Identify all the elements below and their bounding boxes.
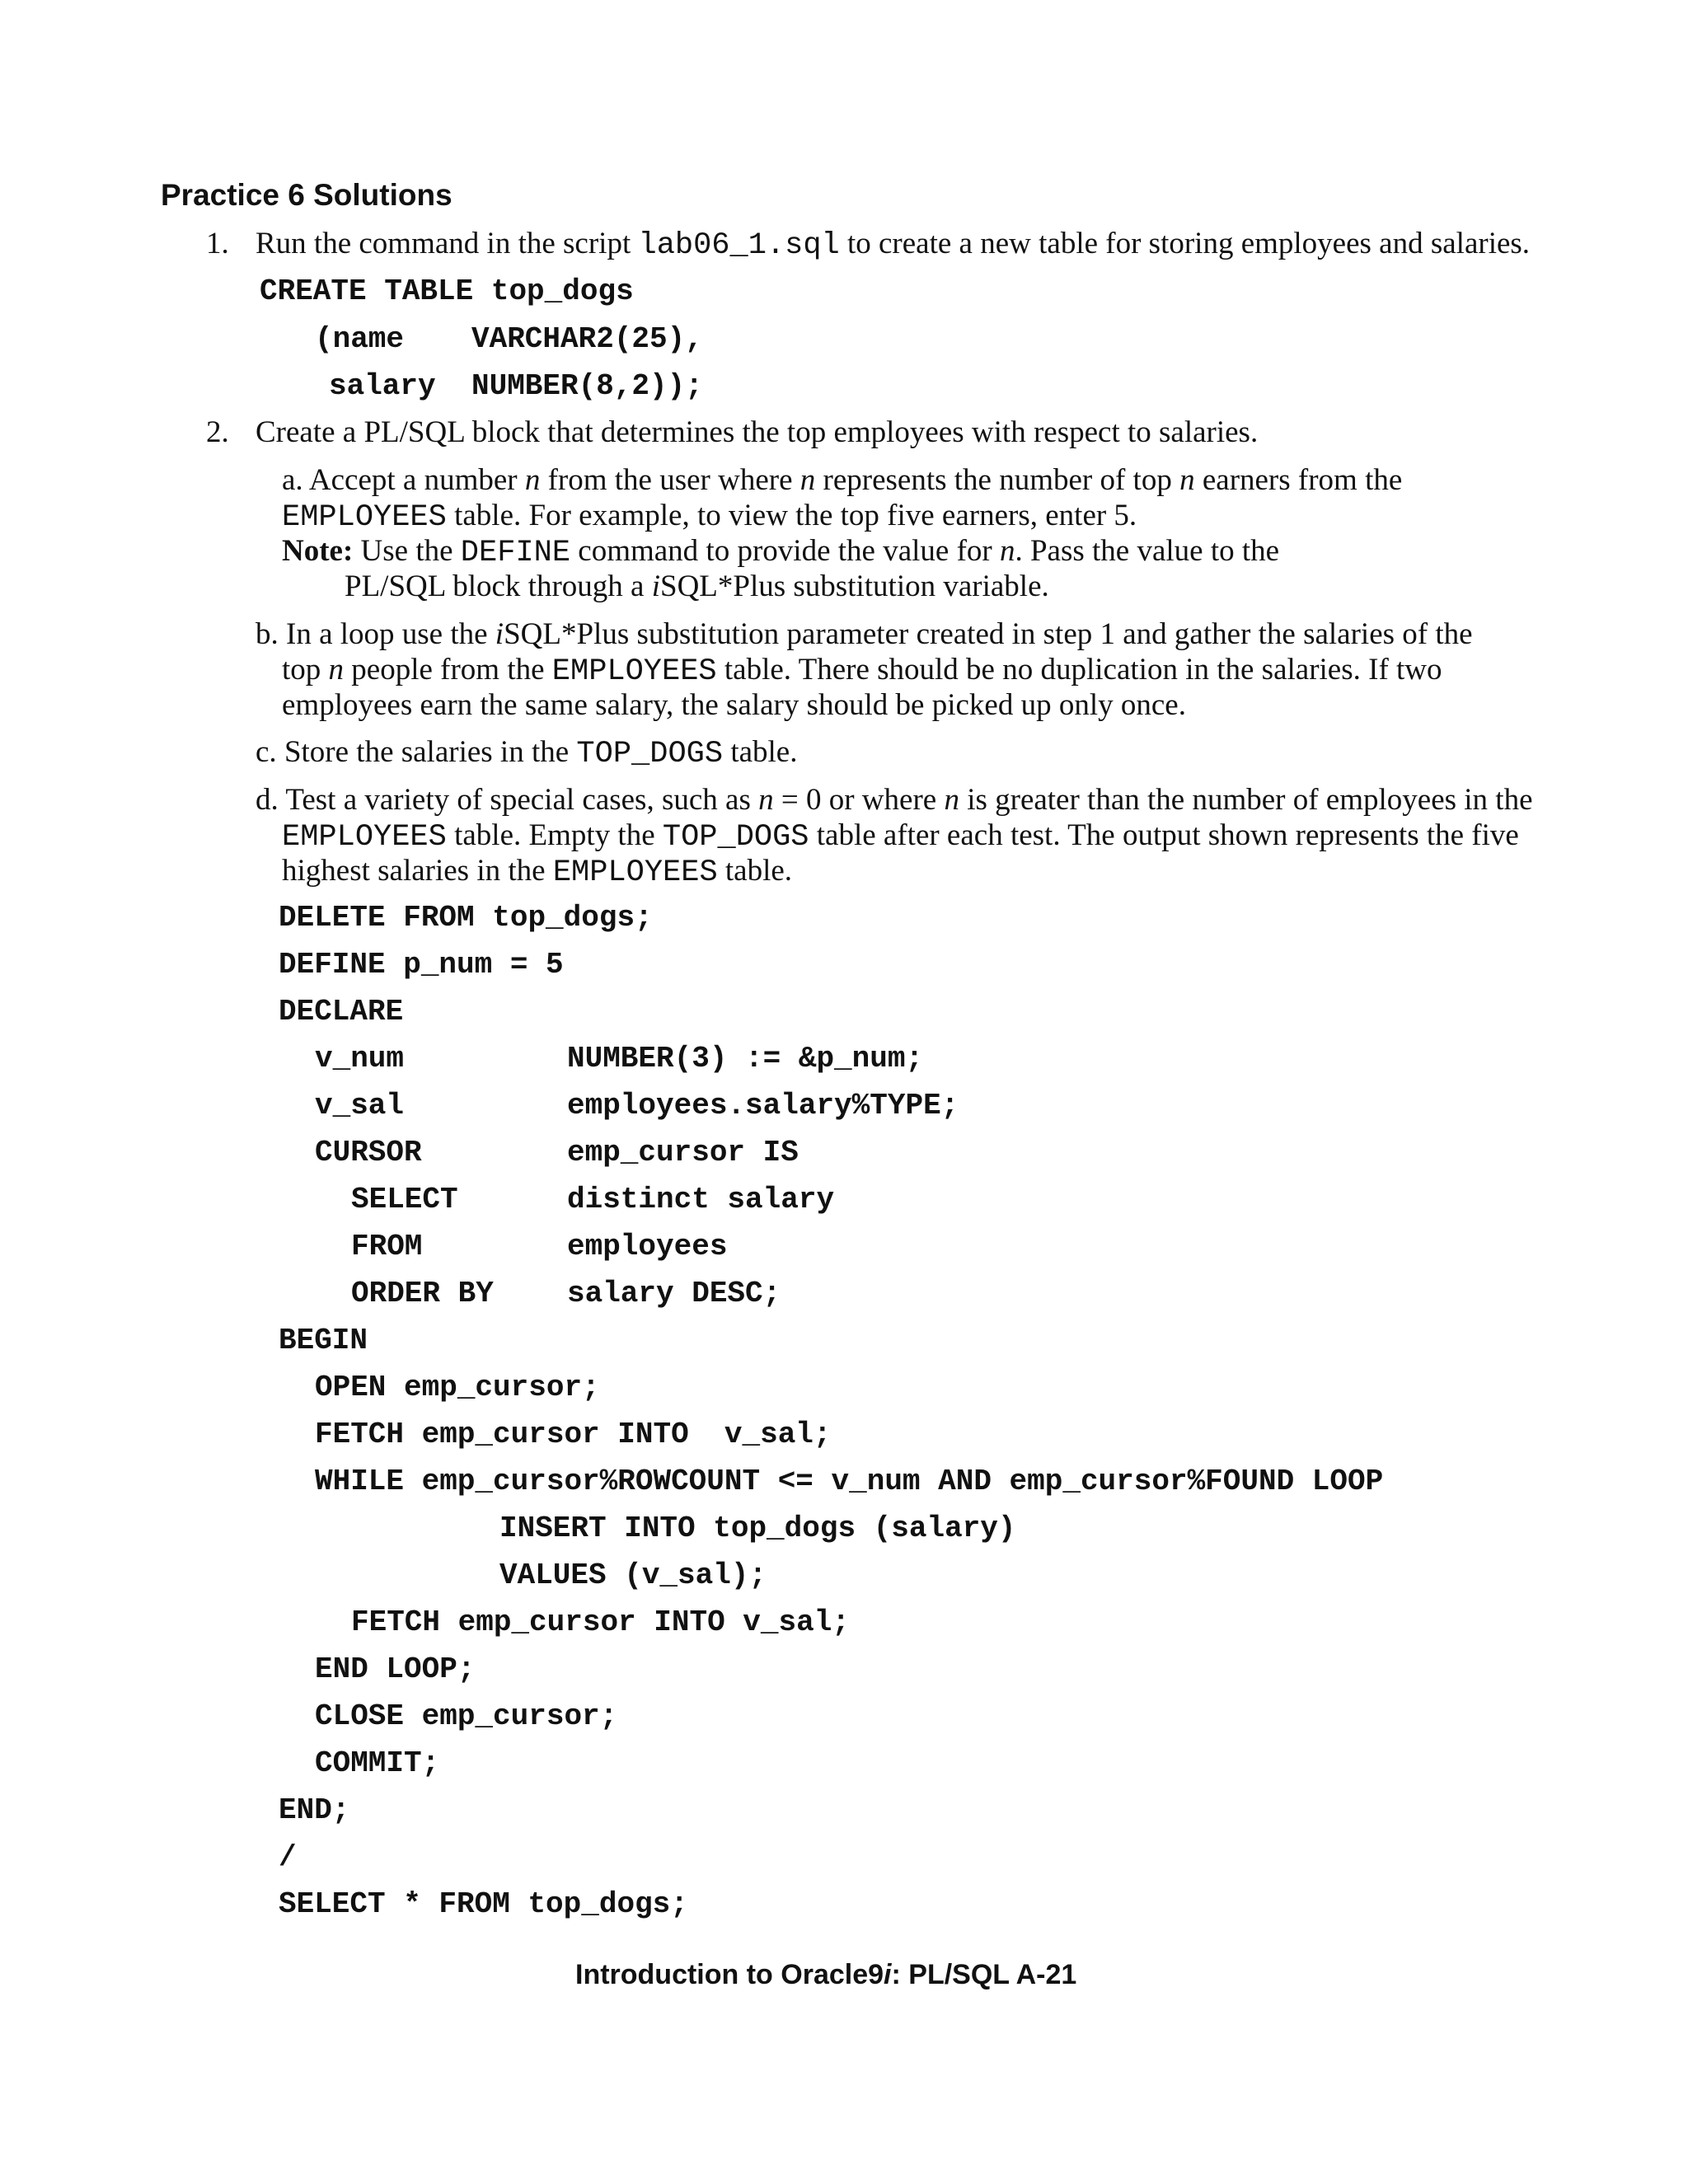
code-line: / <box>279 1840 297 1874</box>
substep-a-line-2: EMPLOYEES table. For example, to view the top five earners, enter 5. <box>282 499 1137 535</box>
code-line: DELETE FROM top_dogs; <box>279 901 653 935</box>
code-line: CURSOR <box>315 1136 422 1169</box>
create-code-line-3-type: NUMBER(8,2)); <box>471 369 703 403</box>
code-line: FETCH emp_cursor INTO v_sal; <box>315 1418 832 1451</box>
code-line: COMMIT; <box>315 1746 440 1780</box>
code-line: NUMBER(3) := &p_num; <box>567 1042 924 1076</box>
step-1-text: Run the command in the script lab06_1.sql to create a new table for storing employees and salaries. <box>256 227 1531 263</box>
code-line: FETCH emp_cursor INTO v_sal; <box>351 1605 850 1639</box>
code-line: employees.salary%TYPE; <box>567 1089 959 1122</box>
step-1-number: 1. <box>206 227 229 260</box>
substep-d-line-2: EMPLOYEES table. Empty the TOP_DOGS table after each test. The output shown represents the five <box>282 818 1519 855</box>
code-line: SELECT * FROM top_dogs; <box>279 1887 688 1921</box>
create-code-line-1: CREATE TABLE top_dogs <box>260 274 634 308</box>
code-line: DECLARE <box>279 995 404 1029</box>
code-line: salary DESC; <box>567 1277 781 1310</box>
code-line: BEGIN <box>279 1324 368 1357</box>
step-2-text: Create a PL/SQL block that determines the top employees with respect to salaries. <box>256 415 1259 449</box>
code-line: FROM <box>351 1230 423 1263</box>
code-line: INSERT INTO top_dogs (salary) <box>499 1511 1016 1545</box>
code-line: OPEN emp_cursor; <box>315 1371 600 1404</box>
code-line: employees <box>567 1230 728 1263</box>
script-name: lab06_1.sql <box>638 228 840 263</box>
substep-a-line-4: PL/SQL block through a iSQL*Plus substitution variable. <box>345 569 1049 603</box>
code-line: END; <box>279 1793 350 1827</box>
create-code-line-2-col: (name <box>315 322 405 356</box>
code-line: SELECT <box>351 1183 458 1216</box>
code-line: VALUES (v_sal); <box>499 1558 767 1592</box>
substep-b-line-1: b. In a loop use the iSQL*Plus substitution parameter created in step 1 and gather the salaries of the <box>256 617 1473 651</box>
code-line: END LOOP; <box>315 1652 476 1686</box>
create-code-line-3-col: salary <box>329 369 436 403</box>
code-line: CLOSE emp_cursor; <box>315 1699 618 1733</box>
code-line: WHILE emp_cursor%ROWCOUNT <= v_num AND emp_cursor%FOUND LOOP <box>315 1465 1384 1498</box>
substep-c: c. Store the salaries in the TOP_DOGS table. <box>256 735 798 771</box>
substep-d-line-3: highest salaries in the EMPLOYEES table. <box>282 854 793 890</box>
code-line: ORDER BY <box>351 1277 494 1310</box>
code-line: v_num <box>315 1042 405 1076</box>
substep-a-line-1: a. Accept a number n from the user where n represents the number of top n earners from the <box>282 463 1403 497</box>
substep-b-line-2: top n people from the EMPLOYEES table. There should be no duplication in the salaries. If two <box>282 653 1442 689</box>
code-line: distinct salary <box>567 1183 835 1216</box>
code-line: emp_cursor IS <box>567 1136 799 1169</box>
create-code-line-2-type: VARCHAR2(25), <box>471 322 703 356</box>
substep-b-line-3: employees earn the same salary, the salary should be picked up only once. <box>282 688 1186 722</box>
page-title: Practice 6 Solutions <box>161 178 452 212</box>
step-2-number: 2. <box>206 415 229 449</box>
code-line: v_sal <box>315 1089 405 1122</box>
substep-a-note: Note: Use the DEFINE command to provide the value for n. Pass the value to the <box>282 534 1280 570</box>
substep-d-line-1: d. Test a variety of special cases, such as n = 0 or where n is greater than the number of employees in the <box>256 783 1533 817</box>
code-line: DEFINE p_num = 5 <box>279 948 564 982</box>
page-footer: Introduction to Oracle9i: PL/SQL A-21 <box>575 1959 1077 1990</box>
